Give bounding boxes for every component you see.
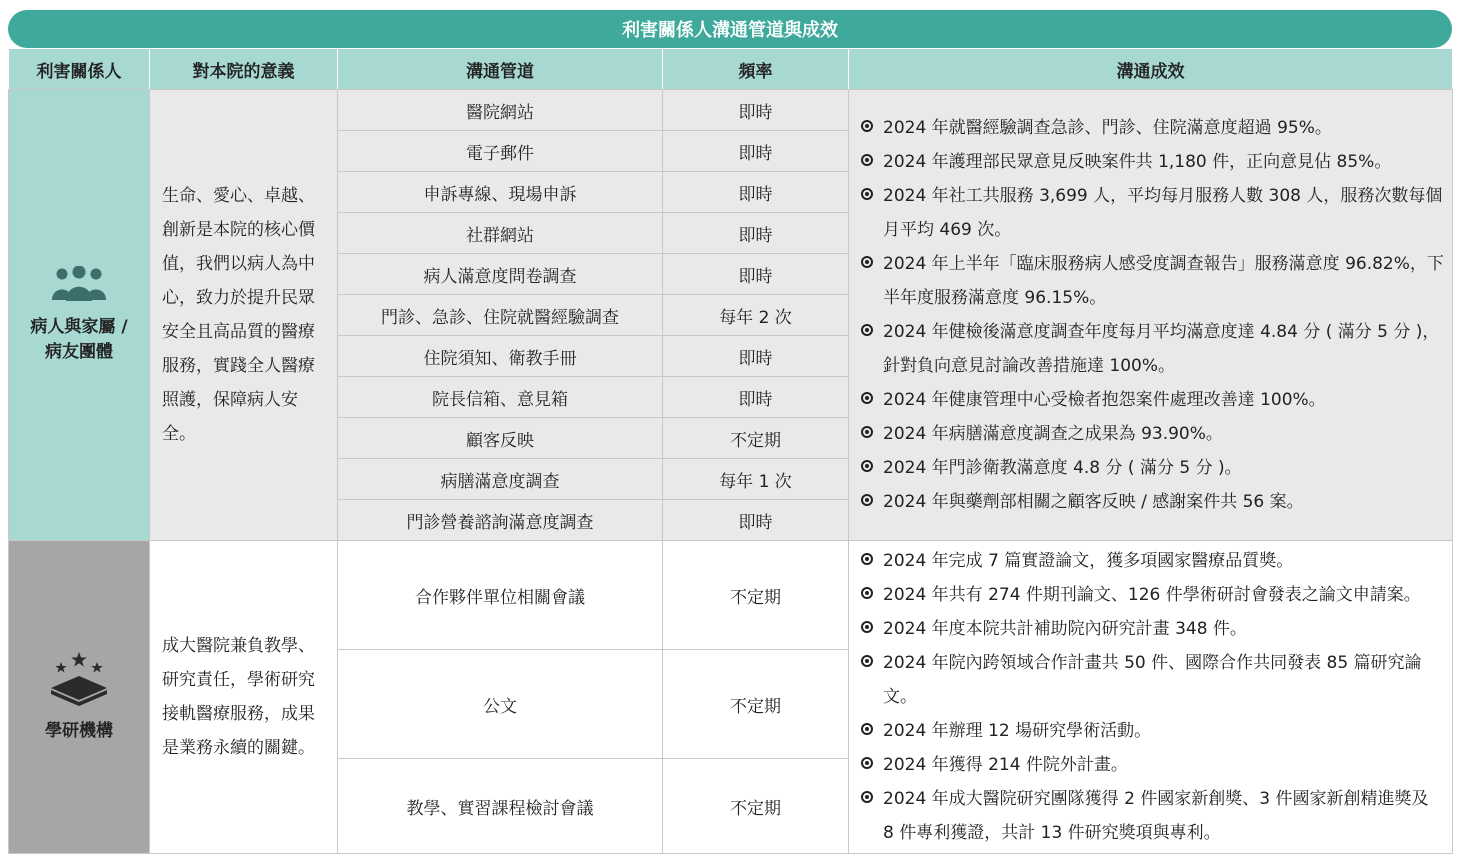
bullet-icon <box>861 324 873 336</box>
results-list <box>861 111 1444 519</box>
channel-cell: 申訴專線、現場申訴 <box>338 172 663 213</box>
result-text: 2024 年共有 274 件期刊論文、126 件學術研討會發表之論文申請案。 <box>883 585 1421 605</box>
frequency-cell: 即時 <box>663 500 849 541</box>
frequency-cell: 即時 <box>663 90 849 131</box>
bullet-icon <box>861 494 873 506</box>
bullet-icon <box>861 188 873 200</box>
channel-cell: 合作夥伴單位相關會議 <box>338 541 663 650</box>
frequency-cell: 不定期 <box>663 418 849 459</box>
table-row <box>9 541 1453 650</box>
frequency-cell: 即時 <box>663 254 849 295</box>
result-item <box>861 179 1444 247</box>
bullet-icon <box>861 120 873 132</box>
result-text: 2024 年度本院共計補助院內研究計畫 348 件。 <box>883 619 1247 639</box>
meaning-cell <box>150 541 338 854</box>
meaning-cell <box>150 90 338 541</box>
result-text: 2024 年健檢後滿意度調查年度每月平均滿意度達 4.84 分 ( 滿分 5 分 )，針對負向意見討論改善措施達 100%。 <box>883 322 1440 376</box>
table-row <box>9 90 1453 131</box>
result-text: 2024 年就醫經驗調查急診、門診、住院滿意度超過 95%。 <box>883 118 1332 138</box>
people-group-icon <box>9 266 149 307</box>
channel-cell: 病膳滿意度調查 <box>338 459 663 500</box>
result-text: 2024 年上半年「臨床服務病人感受度調查報告」服務滿意度 96.82%，下半年度服務滿意度 96.15%。 <box>883 254 1444 308</box>
meaning-text: 成大醫院兼負教學、研究責任，學術研究接軌醫療服務，成果是業務永續的關鍵。 <box>162 636 315 758</box>
stakeholder-cell <box>9 90 150 541</box>
bullet-icon <box>861 757 873 769</box>
bullet-icon <box>861 791 873 803</box>
frequency-cell: 即時 <box>663 131 849 172</box>
header-results: 溝通成效 <box>849 49 1453 90</box>
bullet-icon <box>861 154 873 166</box>
header-stakeholder: 利害關係人 <box>9 49 150 90</box>
result-text: 2024 年社工共服務 3,699 人，平均每月服務人數 308 人，服務次數每個月平均 469 次。 <box>883 186 1443 240</box>
header-row <box>9 49 1453 90</box>
stakeholder-label: 病人與家屬 / 病友團體 <box>30 316 128 362</box>
result-text: 2024 年成大醫院研究團隊獲得 2 件國家新創獎、3 件國家新創精進獎及 8 件專利獲證，共計 13 件研究獎項與專利。 <box>883 789 1429 843</box>
result-item <box>861 578 1444 612</box>
results-cell <box>849 90 1453 541</box>
channel-cell: 院長信箱、意見箱 <box>338 377 663 418</box>
channel-cell: 醫院網站 <box>338 90 663 131</box>
result-item <box>861 782 1444 850</box>
frequency-cell: 不定期 <box>663 541 849 650</box>
result-text: 2024 年辦理 12 場研究學術活動。 <box>883 721 1152 741</box>
bullet-icon <box>861 655 873 667</box>
bullet-icon <box>861 256 873 268</box>
results-cell <box>849 541 1453 854</box>
result-item <box>861 714 1444 748</box>
stakeholder-label: 學研機構 <box>45 721 113 741</box>
result-item <box>861 145 1444 179</box>
channel-cell: 門診、急診、住院就醫經驗調查 <box>338 295 663 336</box>
channel-cell: 社群網站 <box>338 213 663 254</box>
bullet-icon <box>861 587 873 599</box>
result-item <box>861 111 1444 145</box>
results-list <box>861 544 1444 850</box>
result-text: 2024 年門診衛教滿意度 4.8 分 ( 滿分 5 分 )。 <box>883 458 1242 478</box>
channel-cell: 門診營養諮詢滿意度調查 <box>338 500 663 541</box>
channel-cell: 電子郵件 <box>338 131 663 172</box>
result-item <box>861 485 1444 519</box>
result-text: 2024 年健康管理中心受檢者抱怨案件處理改善達 100%。 <box>883 390 1326 410</box>
table-title: 利害關係人溝通管道與成效 <box>8 10 1452 48</box>
stakeholder-table <box>8 48 1453 854</box>
bullet-icon <box>861 460 873 472</box>
bullet-icon <box>861 426 873 438</box>
result-item <box>861 417 1444 451</box>
frequency-cell: 即時 <box>663 377 849 418</box>
result-text: 2024 年院內跨領域合作計畫共 50 件、國際合作共同發表 85 篇研究論文。 <box>883 653 1422 707</box>
channel-cell: 病人滿意度問卷調查 <box>338 254 663 295</box>
header-meaning: 對本院的意義 <box>150 49 338 90</box>
frequency-cell: 不定期 <box>663 759 849 854</box>
frequency-cell: 每年 1 次 <box>663 459 849 500</box>
result-item <box>861 315 1444 383</box>
result-text: 2024 年獲得 214 件院外計畫。 <box>883 755 1128 775</box>
result-item <box>861 612 1444 646</box>
result-item <box>861 383 1444 417</box>
bullet-icon <box>861 621 873 633</box>
result-item <box>861 544 1444 578</box>
bullet-icon <box>861 392 873 404</box>
frequency-cell: 不定期 <box>663 650 849 759</box>
result-item <box>861 748 1444 782</box>
result-text: 2024 年護理部民眾意見反映案件共 1,180 件，正向意見佔 85%。 <box>883 152 1392 172</box>
result-item <box>861 247 1444 315</box>
channel-cell: 顧客反映 <box>338 418 663 459</box>
stakeholder-cell <box>9 541 150 854</box>
frequency-cell: 即時 <box>663 336 849 377</box>
book-stars-icon <box>9 650 149 711</box>
result-item <box>861 646 1444 714</box>
result-text: 2024 年病膳滿意度調查之成果為 93.90%。 <box>883 424 1223 444</box>
header-frequency: 頻率 <box>663 49 849 90</box>
header-channel: 溝通管道 <box>338 49 663 90</box>
frequency-cell: 即時 <box>663 213 849 254</box>
channel-cell: 教學、實習課程檢討會議 <box>338 759 663 854</box>
result-item <box>861 451 1444 485</box>
bullet-icon <box>861 553 873 565</box>
bullet-icon <box>861 723 873 735</box>
result-text: 2024 年完成 7 篇實證論文，獲多項國家醫療品質獎。 <box>883 551 1294 571</box>
channel-cell: 公文 <box>338 650 663 759</box>
channel-cell: 住院須知、衛教手冊 <box>338 336 663 377</box>
result-text: 2024 年與藥劑部相關之顧客反映 / 感謝案件共 56 案。 <box>883 492 1304 512</box>
frequency-cell: 每年 2 次 <box>663 295 849 336</box>
frequency-cell: 即時 <box>663 172 849 213</box>
meaning-text: 生命、愛心、卓越、創新是本院的核心價值，我們以病人為中心，致力於提升民眾安全且高品質的醫療服務，實踐全人醫療照護，保障病人安全。 <box>162 186 315 444</box>
